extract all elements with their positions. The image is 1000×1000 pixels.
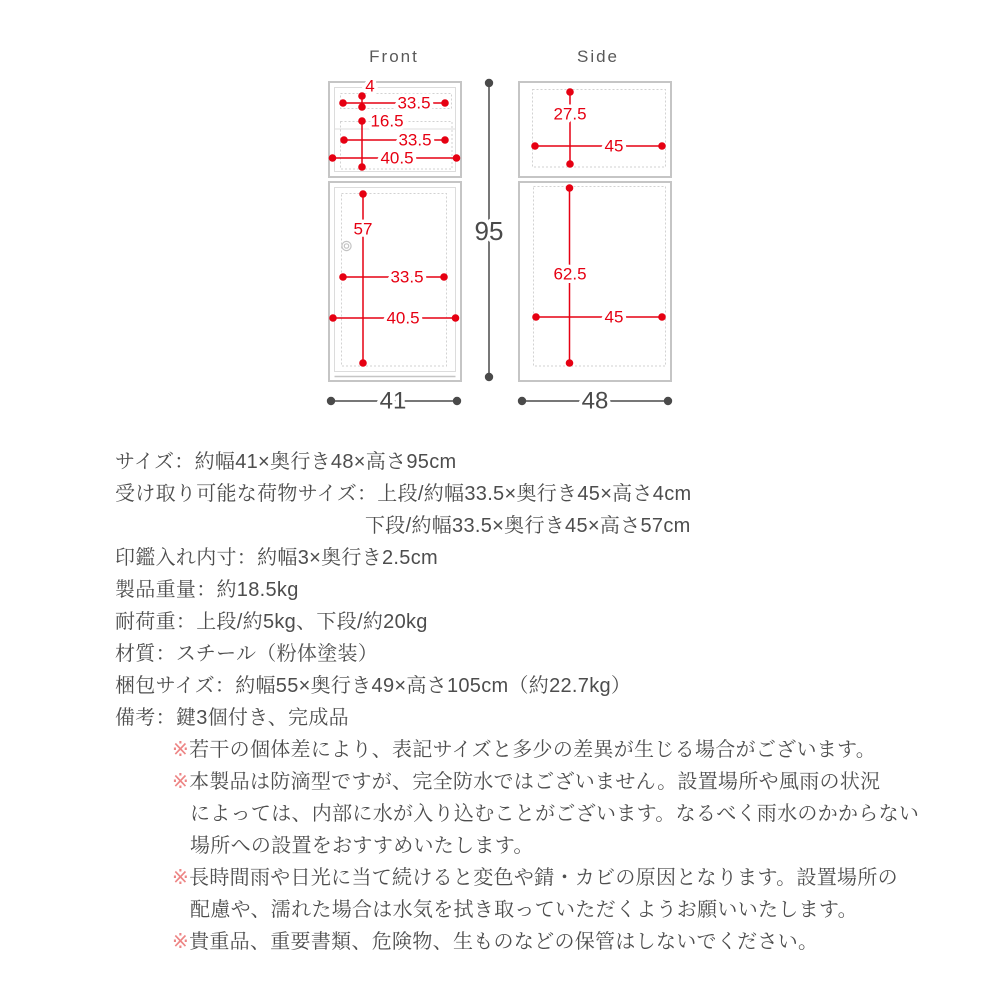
note-mark: ※ [172, 867, 190, 889]
note-line [115, 862, 925, 894]
front-slot-width-dim: 33.5 [397, 93, 431, 113]
dimension-diagram [0, 0, 1000, 430]
front-door-height-dim: 57 [353, 219, 373, 239]
note-text: 貴重品、重要書類、危険物、生ものなどの保管はしないでください。 [189, 931, 819, 953]
front-lower-slot-outer-width-dim: 40.5 [380, 148, 414, 168]
note-mark: ※ [172, 771, 190, 793]
front-view-label: Front [369, 47, 419, 66]
side-bottom-inner-depth-dim: 45 [604, 307, 624, 327]
note-line [115, 734, 925, 766]
spec-line-stamp-tray: 印鑑入れ内寸：約幅3×奥行き2.5cm [115, 547, 438, 569]
side-upper-compartment [519, 82, 671, 177]
note-line-continuation [115, 798, 925, 830]
front-door-outer-width-dim: 40.5 [386, 308, 420, 328]
total-width-dim: 41 [379, 387, 407, 415]
spec-line-material: 材質：スチール（粉体塗装） [115, 643, 379, 665]
spec-line-load-capacity: 耐荷重：上段/約5kg、下段/約20kg [115, 611, 428, 633]
note-text: 長時間雨や日光に当て続けると変色や錆・カビの原因となります。設置場所の [189, 867, 898, 889]
side-top-inner-height-dim: 27.5 [553, 104, 587, 124]
front-slot-height-dim: 4 [365, 76, 375, 96]
note-text: 若干の個体差により、表記サイズと多少の差異が生じる場合がございます。 [189, 739, 877, 761]
spec-line-parcel-lower: 下段/約幅33.5×奥行き45×高さ57cm [365, 515, 691, 537]
note-text: 場所への設置をおすすめいたします。 [190, 835, 534, 857]
front-lower-slot-height-dim: 16.5 [370, 111, 404, 131]
spec-line-size: サイズ：約幅41×奥行き48×高さ95cm [115, 451, 457, 473]
spec-text-block [115, 446, 925, 958]
note-line [115, 766, 925, 798]
note-line-continuation [115, 894, 925, 926]
note-line-continuation [115, 830, 925, 862]
side-top-inner-depth-dim: 45 [604, 136, 624, 156]
spec-line-parcel-upper: 受け取り可能な荷物サイズ：上段/約幅33.5×奥行き45×高さ4cm [115, 483, 692, 505]
note-mark: ※ [172, 739, 190, 761]
spec-line-package-size: 梱包サイズ：約幅55×奥行き49×高さ105cm（約22.7kg） [115, 675, 632, 697]
front-door-width-dim: 33.5 [390, 267, 424, 287]
total-depth-dim: 48 [581, 387, 609, 415]
side-view-label: Side [576, 47, 620, 66]
note-text: 本製品は防滴型ですが、完全防水ではございません。設置場所や風雨の状況 [189, 771, 881, 793]
spec-line-weight: 製品重量：約18.5kg [115, 579, 299, 601]
side-lower-section [519, 182, 671, 381]
front-lower-slot-width-dim: 33.5 [398, 130, 432, 150]
note-text: によっては、内部に水が入り込むことがございます。なるべく雨水のかからない [190, 803, 920, 825]
note-line [115, 926, 925, 958]
side-bottom-inner-height-dim: 62.5 [553, 264, 587, 284]
spec-line-remarks: 備考：鍵3個付き、完成品 [115, 707, 349, 729]
note-mark: ※ [172, 931, 190, 953]
note-text: 配慮や、濡れた場合は水気を拭き取っていただくようお願いいたします。 [190, 899, 858, 921]
total-height-dim: 95 [474, 216, 504, 246]
